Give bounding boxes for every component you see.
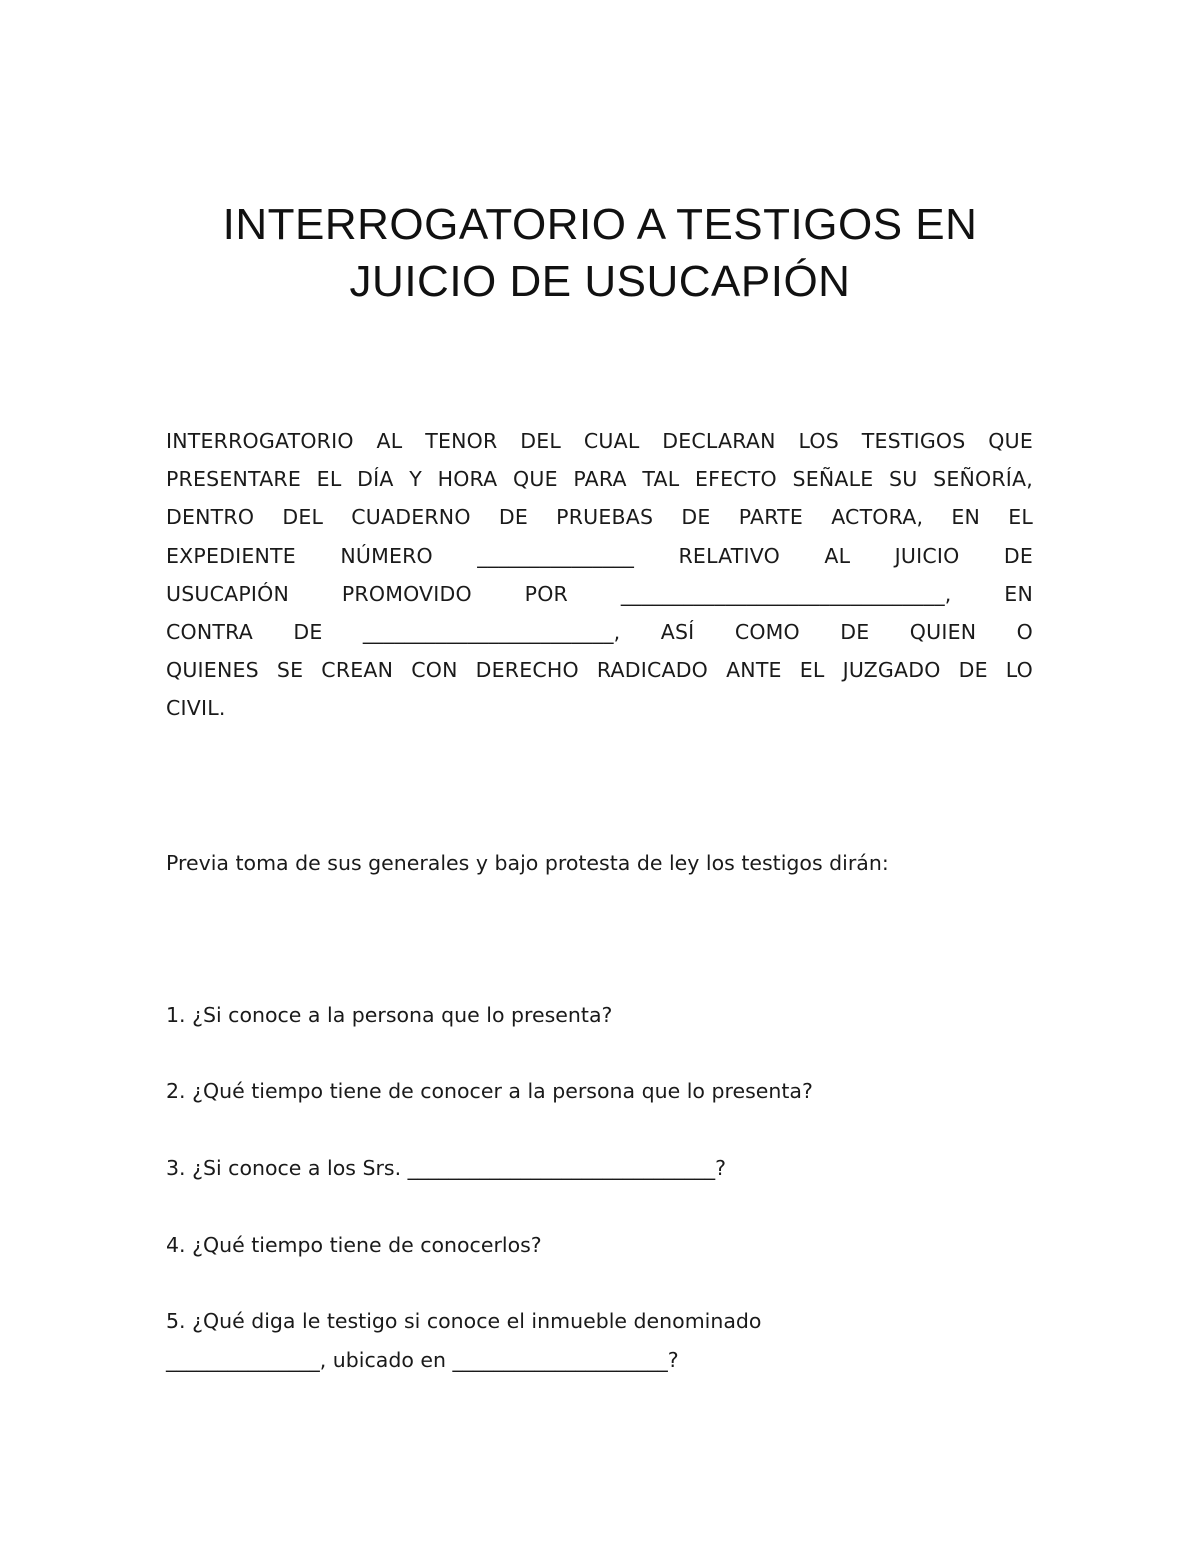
intro-line: CONTRA DE ________________________, ASÍ COMO DE QUIEN O [166,620,1033,645]
question-4: 4. ¿Qué tiempo tiene de conocerlos? [166,1233,542,1257]
intro-line: CIVIL. [166,696,226,721]
intro-line: DENTRO DEL CUADERNO DE PRUEBAS DE PARTE ACTORA, EN EL [166,505,1033,530]
question-1: 1. ¿Si conoce a la persona que lo presenta? [166,1003,613,1027]
intro-line: USUCAPIÓN PROMOVIDO POR _______________________________, EN [166,581,1033,606]
previa-statement: Previa toma de sus generales y bajo protesta de ley los testigos dirán: [166,851,889,875]
intro-line: QUIENES SE CREAN CON DERECHO RADICADO ANTE EL JUZGADO DE LO [166,658,1033,683]
title-line-1: INTERROGATORIO A TESTIGOS EN [222,200,978,249]
intro-line: INTERROGATORIO AL TENOR DEL CUAL DECLARAN LOS TESTIGOS QUE [166,429,1033,453]
question-5: 5. ¿Qué diga le testigo si conoce el inmueble denominado [166,1309,762,1333]
document-title [0,196,1200,310]
title-line-2: JUICIO DE USUCAPIÓN [349,257,851,306]
question-5-continuation: _______________, ubicado en _____________________? [166,1348,679,1372]
question-2: 2. ¿Qué tiempo tiene de conocer a la persona que lo presenta? [166,1079,813,1103]
intro-paragraph [166,422,1033,728]
question-3: 3. ¿Si conoce a los Srs. ______________________________? [166,1156,726,1180]
intro-line: PRESENTARE EL DÍA Y HORA QUE PARA TAL EFECTO SEÑALE SU SEÑORÍA, [166,467,1033,492]
intro-line: EXPEDIENTE NÚMERO _______________ RELATIVO AL JUICIO DE [166,543,1033,568]
